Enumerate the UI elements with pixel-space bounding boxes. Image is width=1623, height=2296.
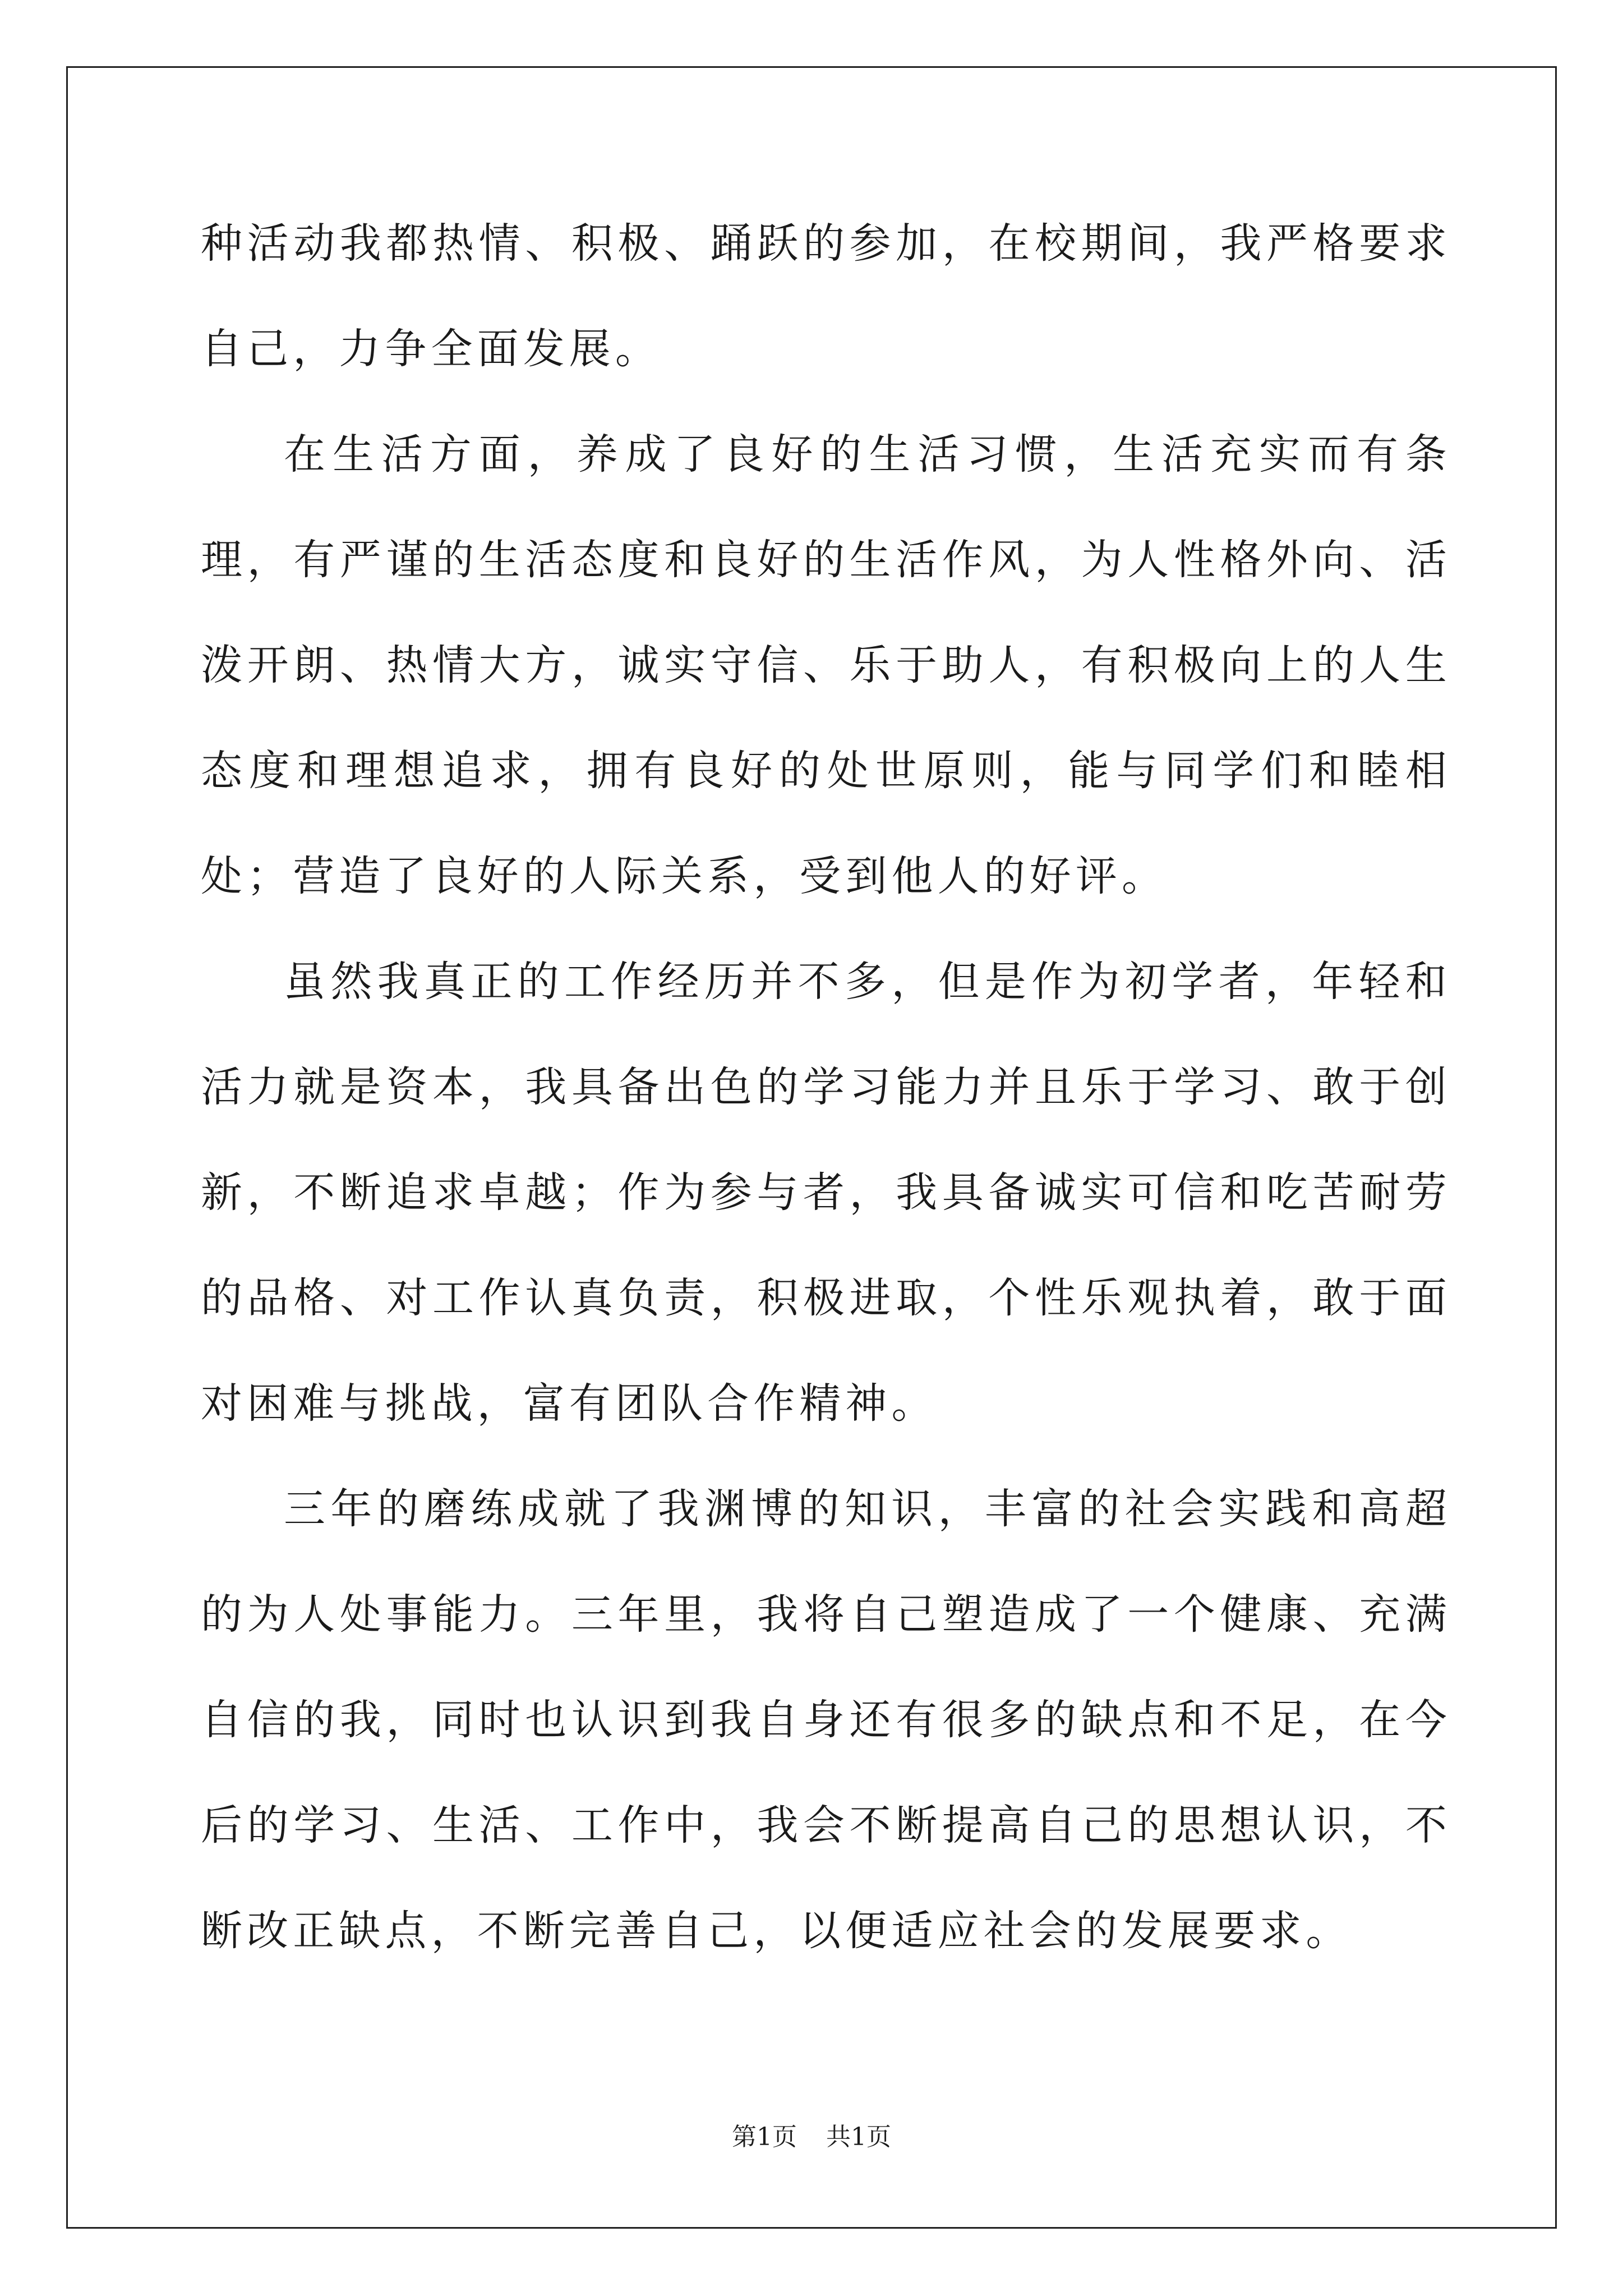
paragraph-1: 种活动我都热情、积极、踊跃的参加，在校期间，我严格要求自己，力争全面发展。 [201, 219, 1451, 373]
page-footer [0, 2120, 1623, 2154]
paragraph-4: 三年的磨练成就了我渊博的知识，丰富的社会实践和高超的为人处事能力。三年里，我将自己塑造成了一个健康、充满自信的我，同时也认识到我自身还有很多的缺点和不足，在今后的学习、生活、工作中，我会不断提高自己的思想认识，不断改正缺点，不断完善自己，以便适应社会的发展要求。 [201, 1485, 1451, 1955]
page-number: 第1页 [732, 2123, 797, 2151]
document-body [201, 191, 1451, 1984]
page-total: 共1页 [826, 2123, 891, 2151]
paragraph-2: 在生活方面，养成了良好的生活习惯，生活充实而有条理，有严谨的生活态度和良好的生活作风，为人性格外向、活泼开朗、热情大方，诚实守信、乐于助人，有积极向上的人生态度和理想追求，拥有良好的处世原则，能与同学们和睦相处；营造了良好的人际关系，受到他人的好评。 [201, 430, 1451, 900]
paragraph-3: 虽然我真正的工作经历并不多，但是作为初学者，年轻和活力就是资本，我具备出色的学习能力并且乐于学习、敢于创新，不断追求卓越；作为参与者，我具备诚实可信和吃苦耐劳的品格、对工作认真负责，积极进取，个性乐观执着，敢于面对困难与挑战，富有团队合作精神。 [201, 958, 1451, 1428]
